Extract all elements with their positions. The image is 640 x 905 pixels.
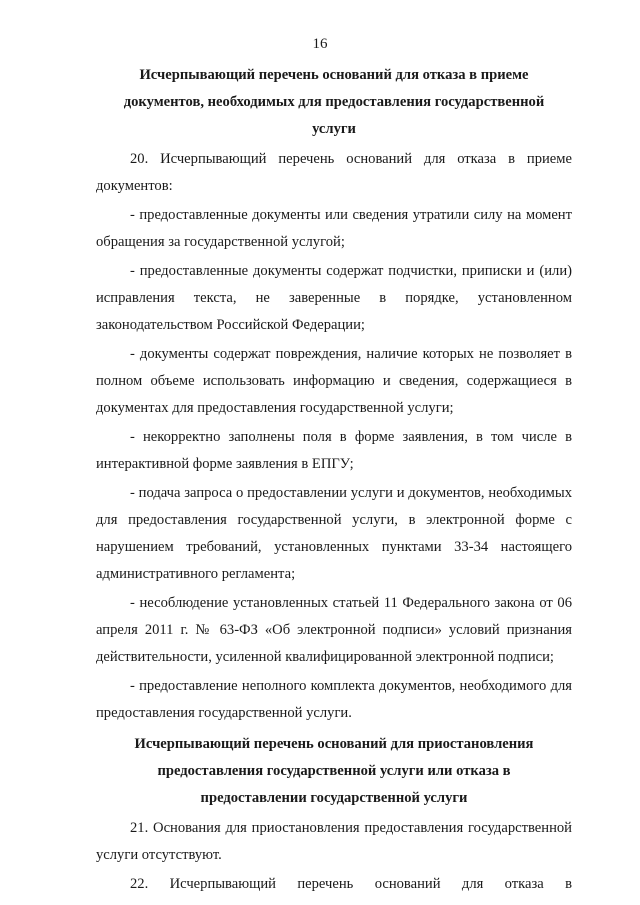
- list-item: - документы содержат повреждения, наличие которых не позволяет в полном объеме использовать информацию и сведения, содержащиеся в документах для предоставления государственной услуги;: [96, 346, 572, 416]
- page-content: [96, 62, 572, 898]
- section-heading-refusal-acceptance: Исчерпывающий перечень оснований для отказа в приеме документов, необходимых для предоставления государственной услуги: [123, 67, 545, 137]
- page-number: 16: [312, 36, 328, 52]
- paragraph-22: 22. Исчерпывающий перечень оснований для отказа в: [130, 876, 572, 892]
- paragraph-21: 21. Основания для приостановления предоставления государственной услуги отсутствуют.: [96, 820, 572, 863]
- list-item: - предоставленные документы содержат подчистки, приписки и (или) исправления текста, не заверенные в порядке, установленном законодательством Российской Федерации;: [96, 263, 572, 333]
- section-heading-suspension: Исчерпывающий перечень оснований для приостановления предоставления государственной услуги или отказа в предоставлении государственной услуги: [134, 736, 534, 806]
- list-item: - несоблюдение установленных статьей 11 Федерального закона от 06 апреля 2011 г. № 63-ФЗ «Об электронной подписи» условий признания действительности, усиленной квалифицированной электронной подписи;: [96, 595, 572, 665]
- list-item: - предоставленные документы или сведения утратили силу на момент обращения за государственной услугой;: [96, 207, 572, 250]
- list-item: - некорректно заполнены поля в форме заявления, в том числе в интерактивной форме заявления в ЕПГУ;: [96, 429, 572, 472]
- paragraph-20-intro: 20. Исчерпывающий перечень оснований для отказа в приеме документов:: [96, 151, 572, 194]
- list-item: - предоставление неполного комплекта документов, необходимого для предоставления государственной услуги.: [96, 678, 572, 721]
- list-item: - подача запроса о предоставлении услуги и документов, необходимых для предоставления государственной услуги, в электронной форме с нарушением требований, установленных пунктами 33-34 настоящего административного регламента;: [96, 485, 572, 582]
